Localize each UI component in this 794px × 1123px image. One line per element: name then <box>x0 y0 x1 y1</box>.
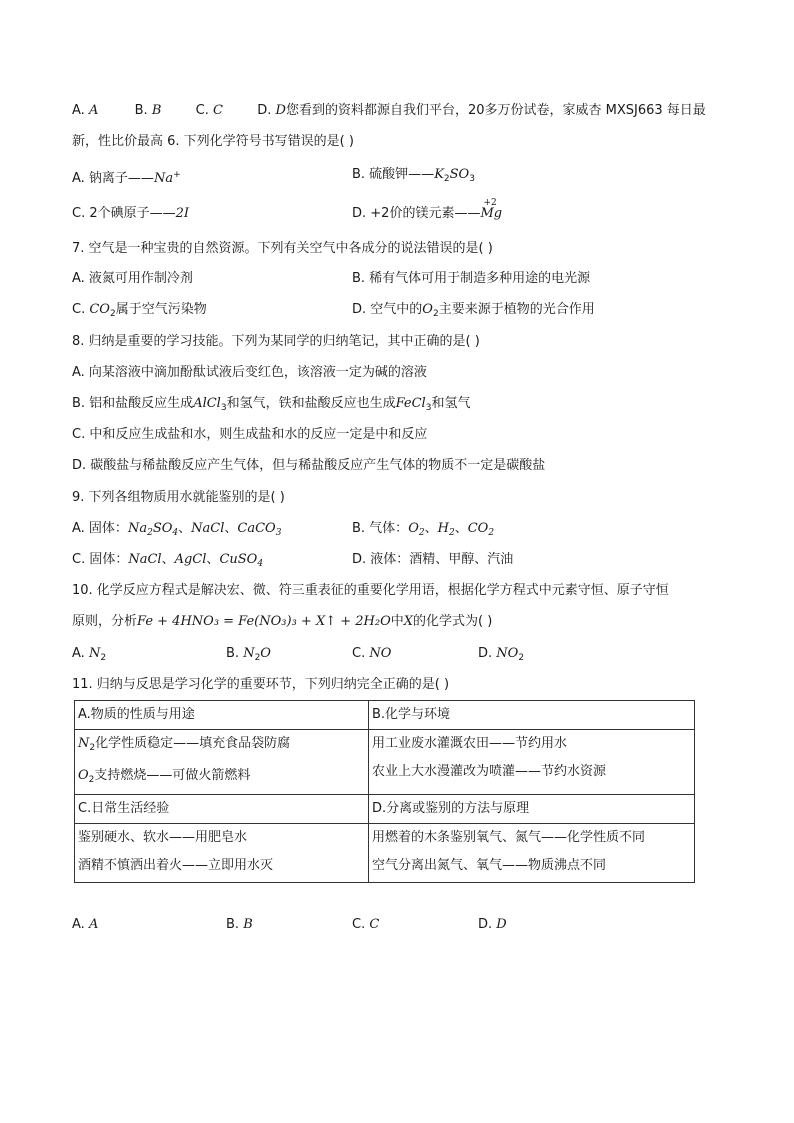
q6-option-a <box>72 166 181 188</box>
table-row <box>75 795 695 824</box>
q9-option-d: D. 液体：酒精、甲醇、汽油 <box>352 552 514 567</box>
cell-b-head: B.化学与环境 <box>369 701 695 730</box>
cell-line <box>78 762 365 794</box>
cell-line: 农业上大水漫灌改为喷灌——节约水资源 <box>372 764 607 779</box>
formula-k: K <box>434 167 444 182</box>
option-d-label: D. <box>257 103 272 118</box>
q11-option-c <box>352 916 379 934</box>
sub: 2 <box>100 653 107 663</box>
cell-text: 支持燃烧——可做火箭燃料 <box>94 768 251 783</box>
sub: 2 <box>109 309 116 319</box>
table-row <box>75 824 695 883</box>
q10-a-pre: A. <box>72 646 89 661</box>
q7-c-post: 属于空气污染物 <box>115 302 207 317</box>
q7-option-d <box>352 301 595 323</box>
cell-d-head: D.分离或鉴别的方法与原理 <box>369 795 695 824</box>
valence-mark: +2 <box>483 198 497 208</box>
q10-option-d <box>478 645 524 667</box>
formula-n: N <box>243 646 255 661</box>
sep: 、 <box>224 521 238 536</box>
cell-a-body <box>75 730 369 795</box>
option-a-value: A <box>88 917 99 932</box>
q6-c-label: C. 2个碘原子—— <box>72 206 176 221</box>
q10-pre: 原则，分析 <box>72 614 138 629</box>
formula-alcl: AlCl <box>193 396 221 411</box>
q9-a-pre: A. 固体： <box>72 521 128 536</box>
sep: 、 <box>161 552 175 567</box>
q8-option-b <box>72 395 470 417</box>
formula-nacl: NaCl <box>191 521 225 536</box>
q8-b-pre: B. 铝和盐酸反应生成 <box>72 396 194 411</box>
q6-b-label: B. 硫酸钾—— <box>352 167 435 182</box>
equation: Fe + 4HNO₃ = Fe(NO₃)₃ + X↑ + 2H₂O <box>137 614 391 629</box>
q8-stem: 8. 归纳是重要的学习技能。下列为某同学的归纳笔记，其中正确的是( ) <box>72 334 480 349</box>
cell-line: 鉴别硬水、软水——用肥皂水 <box>78 830 248 845</box>
q7-option-b: B. 稀有气体可用于制造多种用途的电光源 <box>352 271 591 286</box>
formula-fecl: FeCl <box>395 396 426 411</box>
q6-option-b <box>352 166 475 188</box>
formula-agcl: AgCl <box>174 552 207 567</box>
sub: 2 <box>443 174 450 184</box>
q10-stem-line2 <box>72 613 492 631</box>
q7-c-pre: C. <box>72 302 90 317</box>
cell-d-body <box>369 824 695 883</box>
formula-o: O <box>78 768 89 783</box>
cell-line: 用工业废水灌溉农田——节约用水 <box>372 736 568 751</box>
q8-option-d: D. 碳酸盐与稀盐酸反应产生气体，但与稀盐酸反应产生气体的物质不一定是碳酸盐 <box>72 458 546 473</box>
cell-line: 酒精不慎洒出着火——立即用水灭 <box>78 858 274 873</box>
cell-b-body <box>369 730 695 795</box>
q10-c-pre: C. <box>352 646 370 661</box>
sub: 3 <box>220 403 227 413</box>
q9-option-b <box>352 520 494 542</box>
table-row <box>75 701 695 730</box>
mg-symbol: Mg <box>480 206 503 221</box>
formula-o: O <box>422 302 433 317</box>
q6-option-c <box>72 205 189 223</box>
formula-n: N <box>88 646 101 661</box>
option-d-value: D <box>275 103 286 118</box>
formula-o: O <box>260 646 271 661</box>
cell-a-head: A.物质的性质与用途 <box>75 701 369 730</box>
option-d-label: D. <box>478 917 493 932</box>
sep: 、 <box>454 521 468 536</box>
q11-table <box>74 700 695 883</box>
q11-stem: 11. 归纳与反思是学习化学的重要环节，下列归纳完全正确的是( ) <box>72 677 450 692</box>
q6-line1 <box>72 102 706 120</box>
sub: 2 <box>88 775 95 785</box>
q11-option-b <box>226 916 253 934</box>
formula-nacl: NaCl <box>128 552 162 567</box>
option-c-value: C <box>213 103 223 118</box>
q9-b-pre: B. 气体： <box>352 521 409 536</box>
sep: 、 <box>206 552 220 567</box>
q9-option-a <box>72 520 281 542</box>
q8-option-a: A. 向某溶液中滴加酚酞试液后变红色，该溶液一定为碱的溶液 <box>72 365 427 380</box>
var-x: X <box>403 614 414 629</box>
sub: 2 <box>89 743 96 753</box>
q7-stem: 7. 空气是一种宝贵的自然资源。下列有关空气中各成分的说法错误的是( ) <box>72 241 493 256</box>
formula-so: SO <box>449 167 470 182</box>
q9-stem: 9. 下列各组物质用水就能鉴别的是( ) <box>72 490 285 505</box>
q6-d-label: D. +2价的镁元素—— <box>352 206 481 221</box>
q6-a-label: A. 钠离子—— <box>72 171 154 186</box>
formula-na2so4: $Na_2SO_4$ <box>127 521 179 538</box>
q10-option-a <box>72 645 106 667</box>
q8-b-mid: 和氢气，铁和盐酸反应也生成 <box>226 396 396 411</box>
option-c-value: C <box>369 917 380 932</box>
formula-h2: $H_2$ <box>437 521 455 538</box>
option-a-label: A. <box>72 917 85 932</box>
q10-option-b <box>226 645 271 667</box>
q6-stem: 新，性比价最高 6. 下列化学符号书写错误的是( ) <box>72 134 354 149</box>
formula-2i: 2I <box>175 206 190 221</box>
q10-d-pre: D. <box>478 646 497 661</box>
q10-post: 的化学式为( ) <box>413 614 493 629</box>
formula-no: NO <box>496 646 519 661</box>
option-b-label: B. <box>134 103 148 118</box>
formula-na: Na <box>153 171 174 186</box>
formula-co2: $CO_2$ <box>467 521 495 538</box>
q6-option-d <box>352 198 503 223</box>
option-b-label: B. <box>226 917 240 932</box>
formula-o2: $O_2$ <box>408 521 425 538</box>
cell-text: 化学性质稳定——填充食品袋防腐 <box>95 736 291 751</box>
q9-c-pre: C. 固体： <box>72 552 129 567</box>
q11-option-a <box>72 916 98 934</box>
formula-caco3: CaCO$_3$ <box>237 521 282 538</box>
formula-co: CO <box>89 302 110 317</box>
q8-b-post: 和氢气 <box>431 396 471 411</box>
q11-option-d <box>478 916 507 934</box>
q7-option-a: A. 液氮可用作制冷剂 <box>72 271 193 286</box>
q10-b-pre: B. <box>226 646 244 661</box>
option-a-value: A <box>88 103 99 118</box>
q10-mid: 中 <box>390 614 404 629</box>
q10-stem-line1: 10. 化学反应方程式是解决宏、微、符三重表征的重要化学用语，根据化学方程式中元素守恒、原子守恒 <box>72 583 669 598</box>
option-c-label: C. <box>195 103 209 118</box>
table-row <box>75 730 695 795</box>
option-b-value: B <box>151 103 162 118</box>
sub: 3 <box>469 174 475 184</box>
option-a-label: A. <box>72 103 85 118</box>
q7-option-c <box>72 301 207 323</box>
cell-line <box>78 730 365 762</box>
sub: 2 <box>254 653 261 663</box>
formula-no: NO <box>369 646 392 661</box>
q9-option-c <box>72 551 263 573</box>
ad-text: 您看到的资料都源自我们平台，20多万份试卷，家威杏 MXSJ663 每日最 <box>285 103 706 118</box>
option-d-value: D <box>496 917 507 932</box>
formula-mg <box>480 198 503 223</box>
cell-line: 用燃着的木条鉴别氧气、氮气——化学性质不同 <box>372 830 646 845</box>
option-c-label: C. <box>352 917 366 932</box>
q10-option-c <box>352 645 391 663</box>
option-b-value: B <box>243 917 253 932</box>
sep: 、 <box>178 521 192 536</box>
q7-d-pre: D. 空气中的 <box>352 302 423 317</box>
cell-c-head: C.日常生活经验 <box>75 795 369 824</box>
q7-d-post: 主要来源于植物的光合作用 <box>438 302 595 317</box>
sub: 2 <box>518 653 525 663</box>
formula-n: N <box>78 736 90 751</box>
sub: 3 <box>425 403 432 413</box>
charge-sup: + <box>173 170 181 180</box>
sep: 、 <box>424 521 438 536</box>
sub: 2 <box>432 309 439 319</box>
cell-line: 空气分离出氮气、氧气——物质沸点不同 <box>372 858 607 873</box>
q8-option-c: C. 中和反应生成盐和水，则生成盐和水的反应一定是中和反应 <box>72 427 428 442</box>
formula-cuso4: CuSO$_4$ <box>219 552 264 569</box>
cell-c-body <box>75 824 369 883</box>
